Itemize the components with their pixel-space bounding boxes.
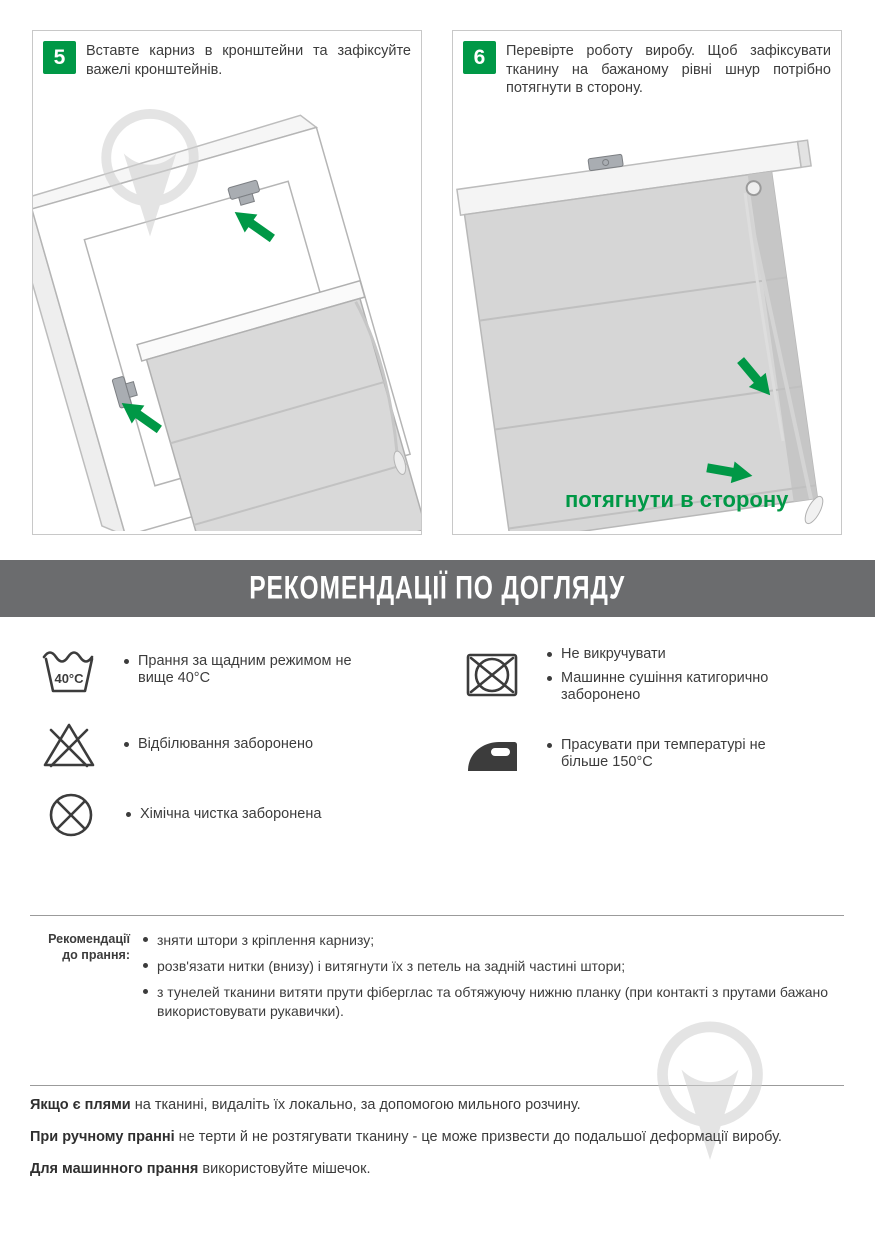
pull-aside-annotation: потягнути в сторону <box>565 487 789 512</box>
divider <box>30 915 844 916</box>
bullet-dot-icon <box>124 659 129 664</box>
step-5-illustration <box>33 111 421 531</box>
bullet-dot-icon <box>143 963 148 968</box>
step-5-text: Вставте карниз в кронштейни та зафіксуйте важелі кронштейнів. <box>86 43 411 78</box>
step-5-number-badge: 5 <box>43 41 76 74</box>
care-row-no-dry-clean <box>42 792 321 838</box>
step-6-panel <box>452 30 842 535</box>
bullet-dot-icon <box>547 743 552 748</box>
care-row-no-bleach <box>40 722 313 768</box>
bullet-dot-icon <box>143 937 148 942</box>
care-item: Прасувати при температурі не більше 150°С <box>547 737 791 771</box>
care-item: Не викручувати <box>547 646 811 663</box>
bullet-dot-icon <box>124 742 129 747</box>
bullet-dot-icon <box>547 676 552 681</box>
washing-recommendations-list <box>143 931 849 1020</box>
no-wring-icon <box>463 652 521 698</box>
stain-care-notes <box>30 1096 834 1192</box>
washing-recommendations-label: Рекомендації до прання: <box>48 932 130 963</box>
care-banner-title: РЕКОМЕНДАЦІЇ ПО ДОГЛЯДУ <box>249 570 626 606</box>
care-banner <box>0 560 875 617</box>
list-item: з тунелей тканини витяти прути фіберглас та обтяжуючу нижню планку (при контакті з прутами бажано використовувати рукавички). <box>143 983 849 1019</box>
care-item: Машинне сушіння катигорично заборонено <box>547 670 811 704</box>
care-row-iron <box>463 734 791 774</box>
no-dry-clean-icon <box>42 792 100 838</box>
note-stains: Якщо є плями на тканині, видаліть їх локально, за допомогою мильного розчину. <box>30 1097 581 1113</box>
list-item: зняти штори з кріплення карнизу; <box>143 931 849 949</box>
list-item: розв'язати нитки (внизу) і витягнути їх з петель на задній частині штори; <box>143 957 849 975</box>
iron-150-icon <box>463 734 521 774</box>
step-6-illustration <box>453 111 841 531</box>
step-5-panel <box>32 30 422 535</box>
note-hand-wash: При ручному пранні не терти й не розтягувати тканину - це може призвести до подальшої деформації виробу. <box>30 1128 782 1145</box>
step-5-header <box>43 41 411 79</box>
step-6-text: Перевірте роботу виробу. Щоб зафіксувати тканину на бажаному рівні шнур потрібно потягнути в сторону. <box>506 43 831 97</box>
bullet-dot-icon <box>547 652 552 657</box>
watermark-logo-icon <box>95 103 205 243</box>
step-6-header <box>463 41 831 98</box>
no-bleach-icon <box>40 722 98 768</box>
care-item: Прання за щадним режимом не вище 40°С <box>124 653 358 687</box>
note-machine-wash: Для машинного прання використовуйте мішечок. <box>30 1160 371 1177</box>
care-item: Хімічна чистка заборонена <box>126 806 321 823</box>
wash-40-icon <box>40 646 98 694</box>
bullet-dot-icon <box>126 812 131 817</box>
care-item: Відбілювання заборонено <box>124 736 313 753</box>
cord-eyelet-icon <box>746 180 762 196</box>
svg-text:40°C: 40°C <box>54 671 84 686</box>
care-row-no-tumble-dry <box>463 646 811 704</box>
step-6-number-badge: 6 <box>463 41 496 74</box>
care-row-wash <box>40 646 358 694</box>
bullet-dot-icon <box>143 989 148 994</box>
